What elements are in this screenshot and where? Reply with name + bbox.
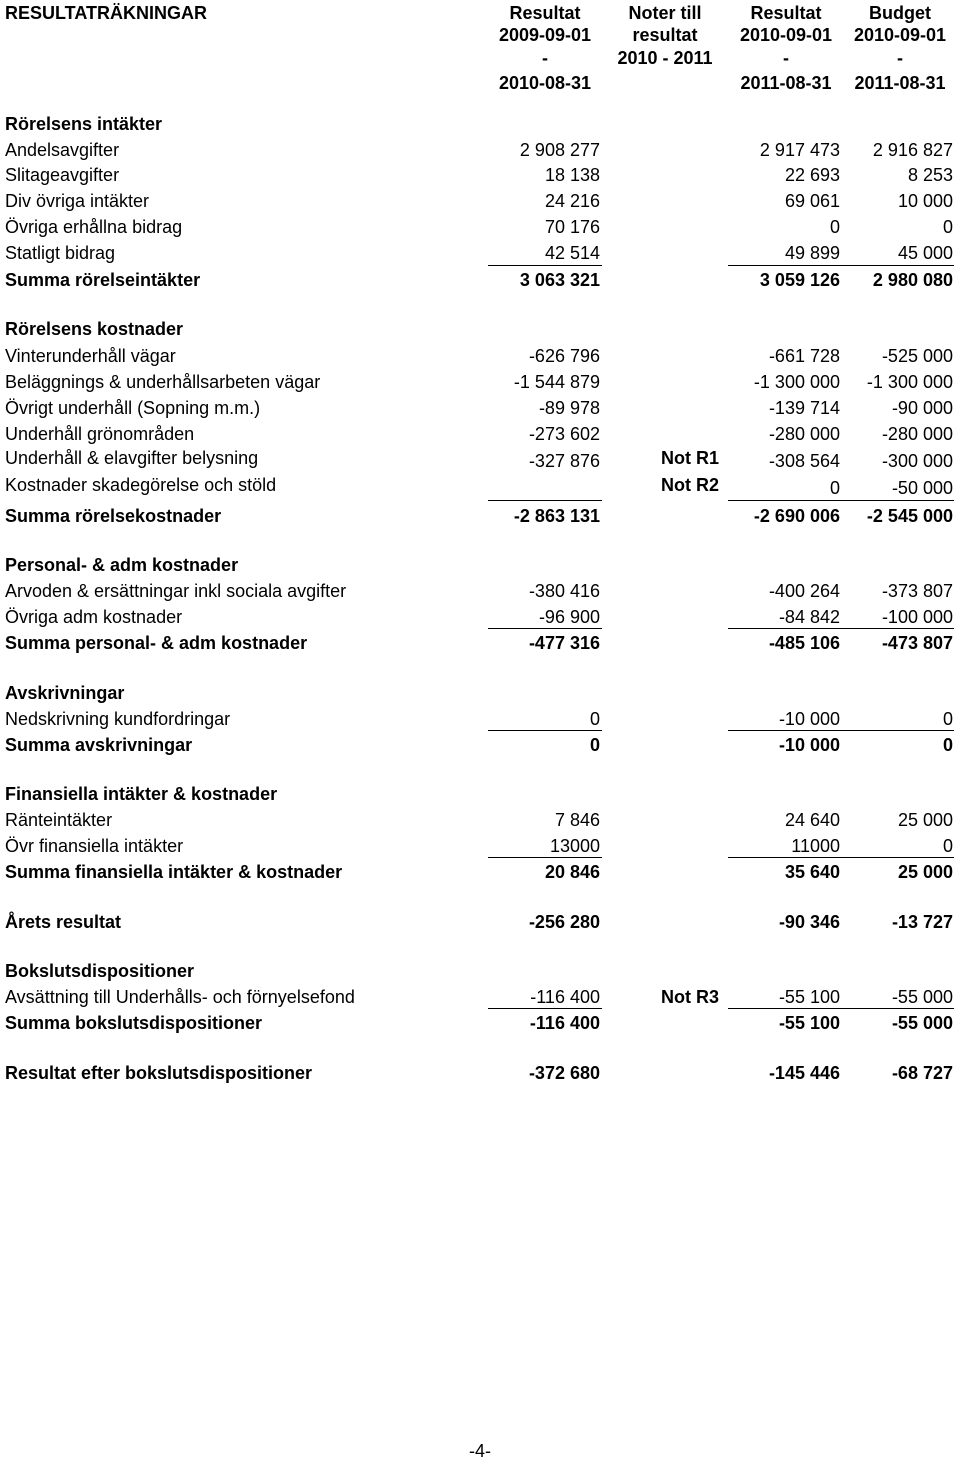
note-ref: Not R2 <box>661 475 719 495</box>
col1-header-l4: 2010-08-31 <box>498 73 592 93</box>
col1-header-l1: Resultat <box>509 3 581 23</box>
sum-label: Summa rörelseintäkter <box>5 270 201 290</box>
sum-value-col2: 35 640 <box>784 862 840 882</box>
col2-header-l1: Resultat <box>750 3 822 23</box>
page-number: -4- <box>469 1441 491 1461</box>
sum-value-col1: 20 846 <box>544 862 600 882</box>
row-value-col3: -1 300 000 <box>866 372 953 392</box>
sum-rule <box>488 1008 602 1009</box>
section-title-kostnader: Rörelsens kostnader <box>5 319 184 339</box>
row-value-col2: -139 714 <box>768 398 840 418</box>
page-title: RESULTATRÄKNINGAR <box>5 3 207 23</box>
resultat-efter-label: Resultat efter bokslutsdispositioner <box>5 1063 313 1083</box>
row-value-col3: 10 000 <box>897 191 953 211</box>
resultat-efter-col2: -145 446 <box>768 1063 840 1083</box>
row-value-col2: 0 <box>829 478 840 498</box>
row-value-col1: -327 876 <box>528 451 600 471</box>
section-title-intakter: Rörelsens intäkter <box>5 114 163 134</box>
col2-header-l4: 2011-08-31 <box>740 73 832 93</box>
sum-rule <box>728 857 954 858</box>
row-value-col1: -1 544 879 <box>513 372 600 392</box>
row-value-col2: 0 <box>829 217 840 237</box>
row-value-col1: 18 138 <box>544 165 600 185</box>
row-value-col1: 7 846 <box>554 810 600 830</box>
sum-label: Summa bokslutsdispositioner <box>5 1013 263 1033</box>
sum-value-col1: -2 863 131 <box>513 506 600 526</box>
row-value-col2: 22 693 <box>784 165 840 185</box>
sum-rule <box>488 628 602 629</box>
note-ref: Not R3 <box>661 987 719 1007</box>
row-label: Övr finansiella intäkter <box>5 836 184 856</box>
section-title-avskrivningar: Avskrivningar <box>5 683 125 703</box>
row-value-col3: -55 000 <box>891 987 953 1007</box>
col2-header-l3: - <box>783 48 789 68</box>
col3-header-l1: Budget <box>869 3 931 23</box>
arets-resultat-label: Årets resultat <box>5 912 122 932</box>
row-value-col3: -280 000 <box>881 424 953 444</box>
row-value-col1: -89 978 <box>538 398 600 418</box>
row-value-col1: 13000 <box>549 836 600 856</box>
sum-value-col1: 3 063 321 <box>519 270 600 290</box>
row-value-col1: 42 514 <box>544 243 600 263</box>
row-value-col1: -116 400 <box>530 987 600 1007</box>
arets-resultat-col2: -90 346 <box>778 912 840 932</box>
section-title-bokslut: Bokslutsdispositioner <box>5 961 195 981</box>
col3-header-l2: 2010-09-01 <box>853 25 947 45</box>
notes-header-l2: resultat <box>632 25 698 45</box>
row-label: Nedskrivning kundfordringar <box>5 709 231 729</box>
row-value-col1: -273 602 <box>528 424 600 444</box>
sum-rule <box>728 730 954 731</box>
sum-label: Summa finansiella intäkter & kostnader <box>5 862 343 882</box>
row-label: Slitageavgifter <box>5 165 120 185</box>
col3-header-l4: 2011-08-31 <box>854 73 946 93</box>
sum-value-col1: -116 400 <box>529 1013 600 1033</box>
row-value-col2: 24 640 <box>784 810 840 830</box>
row-label: Beläggnings & underhållsarbeten vägar <box>5 372 321 392</box>
row-label: Div övriga intäkter <box>5 191 150 211</box>
sum-value-col2: -485 106 <box>768 633 840 653</box>
sum-label: Summa rörelsekostnader <box>5 506 222 526</box>
sum-value-col3: -55 000 <box>891 1013 953 1033</box>
row-value-col2: -661 728 <box>768 346 840 366</box>
row-label: Statligt bidrag <box>5 243 116 263</box>
note-ref: Not R1 <box>661 448 719 468</box>
col1-header-l2: 2009-09-01 <box>498 25 592 45</box>
row-value-col2: -84 842 <box>778 607 840 627</box>
sum-value-col3: -2 545 000 <box>866 506 953 526</box>
row-label: Övrigt underhåll (Sopning m.m.) <box>5 398 261 418</box>
section-title-personal: Personal- & adm kostnader <box>5 555 239 575</box>
row-label: Kostnader skadegörelse och stöld <box>5 475 277 495</box>
notes-header-l3: 2010 - 2011 <box>617 48 713 68</box>
sum-value-col3: 2 980 080 <box>872 270 953 290</box>
sum-rule <box>728 1008 954 1009</box>
row-value-col3: 2 916 827 <box>872 140 953 160</box>
row-value-col2: -55 100 <box>778 987 840 1007</box>
row-label: Övriga adm kostnader <box>5 607 183 627</box>
arets-resultat-col3: -13 727 <box>891 912 953 932</box>
sum-value-col3: 25 000 <box>897 862 953 882</box>
section-title-finansiella: Finansiella intäkter & kostnader <box>5 784 278 804</box>
sum-rule <box>488 265 602 266</box>
row-value-col2: -400 264 <box>768 581 840 601</box>
row-label: Andelsavgifter <box>5 140 120 160</box>
row-value-col3: 25 000 <box>897 810 953 830</box>
sum-rule <box>728 265 954 266</box>
sum-value-col3: 0 <box>942 735 953 755</box>
row-value-col1: -380 416 <box>528 581 600 601</box>
row-label: Underhåll grönområden <box>5 424 195 444</box>
arets-resultat-col1: -256 280 <box>528 912 600 932</box>
col1-header-l3: - <box>542 48 548 68</box>
sum-value-col2: 3 059 126 <box>759 270 840 290</box>
sum-label: Summa avskrivningar <box>5 735 193 755</box>
sum-rule <box>728 500 954 501</box>
row-value-col2: 11000 <box>791 836 840 856</box>
sum-rule <box>728 628 954 629</box>
row-label: Avsättning till Underhålls- och förnyelsefond <box>5 987 355 1007</box>
row-value-col2: -308 564 <box>768 451 840 471</box>
sum-label: Summa personal- & adm kostnader <box>5 633 308 653</box>
row-value-col1: 2 908 277 <box>519 140 600 160</box>
sum-value-col3: -473 807 <box>881 633 953 653</box>
row-value-col2: -10 000 <box>778 709 840 729</box>
row-value-col3: -90 000 <box>891 398 953 418</box>
row-label: Ränteintäkter <box>5 810 113 830</box>
notes-header-l1: Noter till <box>628 3 702 23</box>
row-value-col3: -300 000 <box>881 451 953 471</box>
sum-value-col1: -477 316 <box>528 633 600 653</box>
row-value-col3: -50 000 <box>891 478 953 498</box>
sum-rule <box>488 857 602 858</box>
row-value-col1: -626 796 <box>528 346 600 366</box>
resultat-efter-col3: -68 727 <box>891 1063 953 1083</box>
row-value-col1: -96 900 <box>538 607 600 627</box>
row-value-col1: 70 176 <box>544 217 600 237</box>
sum-value-col2: -2 690 006 <box>753 506 840 526</box>
row-value-col3: 0 <box>942 836 953 856</box>
row-value-col2: 69 061 <box>784 191 840 211</box>
row-value-col2: 2 917 473 <box>759 140 840 160</box>
sum-value-col1: 0 <box>589 735 600 755</box>
row-value-col3: 45 000 <box>897 243 953 263</box>
row-value-col3: -100 000 <box>881 607 953 627</box>
sum-value-col2: -10 000 <box>778 735 840 755</box>
row-value-col3: 0 <box>942 217 953 237</box>
row-label: Vinterunderhåll vägar <box>5 346 176 366</box>
row-label: Underhåll & elavgifter belysning <box>5 448 259 468</box>
row-value-col2: -280 000 <box>768 424 840 444</box>
row-value-col3: -373 807 <box>881 581 953 601</box>
sum-rule <box>488 500 602 501</box>
resultat-efter-col1: -372 680 <box>528 1063 600 1083</box>
row-value-col1: 0 <box>589 709 600 729</box>
col2-header-l2: 2010-09-01 <box>739 25 833 45</box>
row-label: Arvoden & ersättningar inkl sociala avgifter <box>5 581 347 601</box>
row-value-col1: 24 216 <box>544 191 600 211</box>
row-value-col3: 8 253 <box>907 165 953 185</box>
row-value-col3: -525 000 <box>881 346 953 366</box>
col3-header-l3: - <box>897 48 903 68</box>
row-value-col3: 0 <box>942 709 953 729</box>
row-label: Övriga erhållna bidrag <box>5 217 183 237</box>
sum-rule <box>488 730 602 731</box>
row-value-col2: 49 899 <box>784 243 840 263</box>
sum-value-col2: -55 100 <box>778 1013 840 1033</box>
row-value-col2: -1 300 000 <box>753 372 840 392</box>
